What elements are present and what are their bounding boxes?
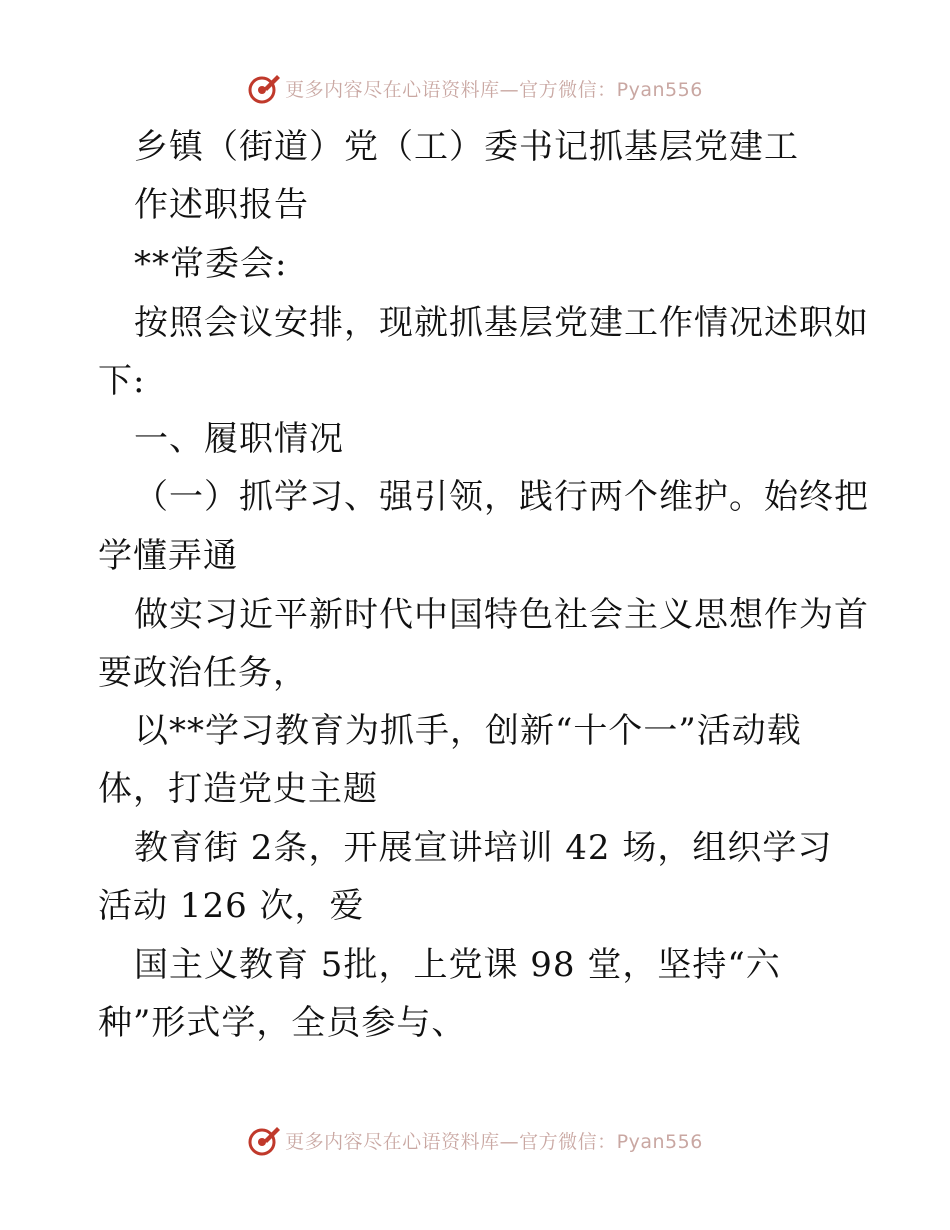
paragraph-line: 教育街 2条，开展宣讲培训 42 场，组织学习 (134, 828, 833, 868)
document-title-line-1: 乡镇（街道）党（工）委书记抓基层党建工 (134, 127, 799, 167)
salutation: **常委会: (134, 244, 288, 284)
watermark-text: 更多内容尽在心语资料库—官方微信：Pyan556 (285, 78, 703, 101)
pen-nib-logo-icon (247, 1123, 281, 1157)
paragraph-line: 活动 126 次，爱 (98, 886, 365, 926)
paragraph-line: 要政治任务， (98, 653, 308, 693)
document-title-line-2: 作述职报告 (134, 185, 309, 225)
section-heading: 一、履职情况 (134, 419, 344, 459)
paragraph-line: 体，打造党史主题 (98, 769, 378, 809)
paragraph-line: 按照会议安排，现就抓基层党建工作情况述职如 (134, 303, 869, 343)
paragraph-line: 以**学习教育为抓手，创新“十个一”活动载 (134, 711, 802, 751)
footer-watermark (0, 1120, 950, 1160)
paragraph-line: 做实习近平新时代中国特色社会主义思想作为首 (134, 595, 869, 635)
watermark-text: 更多内容尽在心语资料库—官方微信：Pyan556 (285, 1130, 703, 1153)
paragraph-line: 学懂弄通 (98, 536, 238, 576)
paragraph-line: 国主义教育 5批，上党课 98 堂，坚持“六 (134, 945, 781, 985)
paragraph-line: 下: (98, 361, 146, 401)
paragraph-line: 种”形式学，全员参与、 (98, 1003, 467, 1043)
paragraph-line: （一）抓学习、强引领，践行两个维护。始终把 (134, 477, 869, 517)
